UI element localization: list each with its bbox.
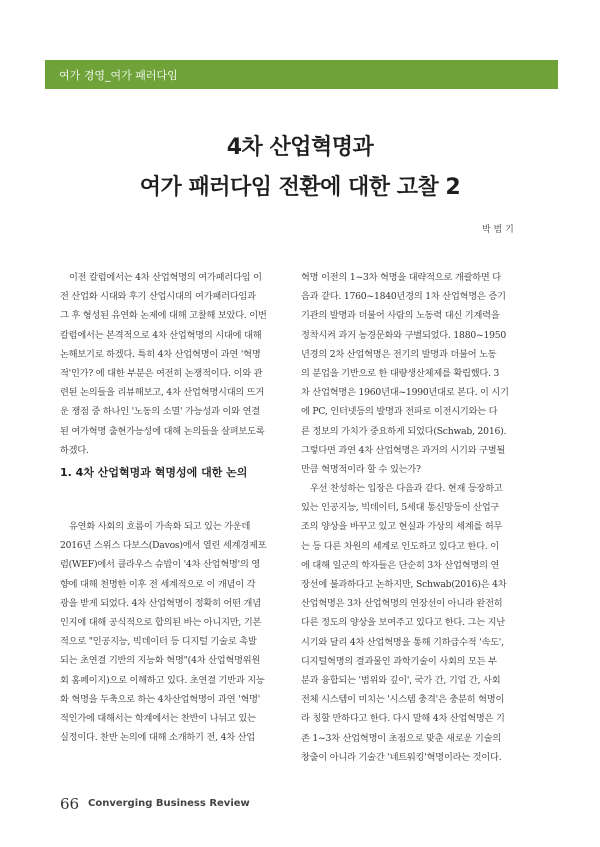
text-line: 장선에 불과하다고 논하지만, Schwab(2016)은 4차 — [301, 579, 507, 591]
text-line: 우선 찬성하는 입장은 다음과 같다. 현재 등장하고 — [310, 483, 503, 494]
text-line: 에 대해 일군의 학자들은 단순히 3차 산업혁명의 연 — [301, 559, 500, 571]
text-line: 른 정보의 가치가 중요하게 되었다(Schwab, 2016). — [301, 425, 507, 437]
text-line: 련된 논의들을 리뷰해보고, 4차 산업혁명시대의 뜨거 — [60, 387, 265, 399]
text-line: 실정이다. 찬반 논의에 대해 소개하기 전, 4차 산업 — [60, 732, 255, 744]
text-line: 화 혁명을 두축으로 하는 4차산업혁명이 과연 '혁명' — [60, 693, 261, 705]
text-line: 분과 융합되는 '범위와 깊이', 국가 간, 기업 간, 사회 — [301, 675, 501, 687]
publication-name: Converging Business Review — [88, 798, 250, 809]
text-line: 그렇다면 과연 4차 산업혁명은 과거의 시기와 구별될 — [301, 444, 506, 456]
text-line: 하겠다. — [60, 444, 89, 456]
text-line: 시기와 달리 4차 산업혁명을 통해 기하급수적 '속도', — [301, 636, 504, 648]
text-line: 의 분업을 기반으로 한 대량생산체제를 확립했다. 3 — [301, 368, 500, 380]
text-line: 유연화 사회의 흐름이 가속화 되고 있는 가운데 — [69, 521, 251, 532]
text-line: 음과 같다. 1760~1840년경의 1차 산업혁명은 증기 — [301, 291, 506, 303]
text-line: 적으로 "인공지능, 빅데이터 등 디지털 기술로 촉발 — [60, 636, 257, 648]
text-line: 정착시켜 과거 농경문화와 구별되었다. 1880~1950 — [301, 329, 507, 341]
text-line: 년경의 2차 산업혁명은 전기의 발명과 더불어 노동 — [301, 348, 497, 360]
page-number: 66 — [60, 795, 80, 813]
intro-paragraph — [60, 268, 296, 460]
text-line: 디지털혁명의 결과물인 과학기술이 사회의 모든 부 — [301, 655, 497, 667]
text-line: 칼럼에서는 본격적으로 4차 산업혁명의 시대에 대해 — [60, 329, 262, 341]
right-paragraph-2 — [301, 479, 541, 767]
author-name: 박 범 기 — [482, 225, 514, 235]
text-line: 전 산업화 시대와 후기 산업시대의 여가패러다임과 — [60, 291, 256, 303]
section-header-band — [45, 60, 558, 89]
text-line: 라 칭할 만하다고 한다. 다시 말해 4차 산업혁명은 기 — [301, 713, 505, 725]
text-line: 다른 정도의 양상을 보여주고 있다고 한다. 그는 지난 — [301, 617, 505, 629]
text-line: 있는 인공지능, 빅데이터, 5세대 통신망등이 산업구 — [301, 502, 500, 514]
article-title-line1: 4차 산업혁명과 — [226, 135, 374, 160]
article-title-line2: 여가 패러다임 전환에 대한 고찰 2 — [139, 175, 461, 200]
text-line: 기관의 발명과 더불어 사람의 노동력 대신 기계력을 — [301, 310, 500, 322]
text-line: 인지에 대해 공식적으로 합의된 바는 아니지만, 기본 — [60, 617, 262, 629]
text-line: 만큼 혁명적이라 할 수 있는가? — [301, 464, 421, 476]
text-line: 운 쟁점 중 하나인 '노동의 소멸' 가능성과 이와 연결 — [60, 406, 260, 418]
text-line: 혁명 이전의 1~3차 혁명을 대략적으로 개괄하면 다 — [301, 272, 501, 283]
text-line: 존 1~3차 산업혁명이 초점으로 맞춘 새로운 기술의 — [301, 732, 501, 744]
text-line: 전체 시스템이 미치는 '시스템 충격'은 충분히 혁명이 — [301, 694, 505, 706]
text-line: 그 후 형성된 유연화 논제에 대해 고찰해 보았다. 이번 — [60, 310, 267, 322]
text-line: 2016년 스위스 다보스(Davos)에서 열린 세계경제포 — [60, 540, 267, 552]
text-line: 차 산업혁명은 1960년대~1990년대로 본다. 이 시기 — [301, 387, 509, 399]
text-line: 된 여가혁명 출현가능성에 대해 논의들을 살펴보도록 — [60, 425, 265, 437]
text-line: 광을 받게 되었다. 4차 산업혁명이 정확히 어떤 개념 — [60, 597, 261, 609]
section-heading: 1. 4차 산업혁명과 혁명성에 대한 논의 — [60, 466, 248, 479]
text-line: 산업혁명은 3차 산업혁명의 연장선이 아니라 완전히 — [301, 598, 503, 610]
text-line: 향에 대해 천명한 이후 전 세계적으로 이 개념이 각 — [60, 578, 256, 590]
text-line: 에 PC, 인터넷등의 발명과 전파로 이전시기와는 다 — [301, 406, 498, 418]
text-line: 되는 초연결 기반의 지능화 혁명"(4차 산업혁명위원 — [60, 655, 261, 667]
right-paragraph-1 — [301, 268, 541, 479]
text-line: 조의 양상을 바꾸고 있고 현실과 가상의 세계를 허무 — [301, 521, 503, 533]
section1-paragraph — [60, 517, 296, 747]
text-line: 회 홈페이지)으로 이해하고 있다. 초연결 기반과 지능 — [60, 674, 265, 686]
text-line: 적'인가? 에 대한 부분은 여전히 논쟁적이다. 이와 관 — [60, 368, 263, 380]
text-line: 논해보기로 하겠다. 특히 4차 산업혁명이 과연 '혁명 — [60, 348, 261, 360]
text-line: 적인가에 대해서는 학계에서는 찬반이 나뉘고 있는 — [60, 713, 256, 725]
text-line: 럼(WEF)에서 클라우스 슈밥이 '4차 산업혁명'의 영 — [60, 559, 261, 571]
text-line: 는 등 다른 차원의 세계로 인도하고 있다고 한다. 이 — [301, 540, 499, 552]
text-line: 창출이 아니라 기술간 '네트워킹'혁명이라는 것이다. — [301, 751, 502, 763]
section-label: 여가 경영_여가 패러다임 — [59, 69, 178, 82]
text-line: 이전 칼럼에서는 4차 산업혁명의 여가패러다임 이 — [69, 272, 262, 283]
